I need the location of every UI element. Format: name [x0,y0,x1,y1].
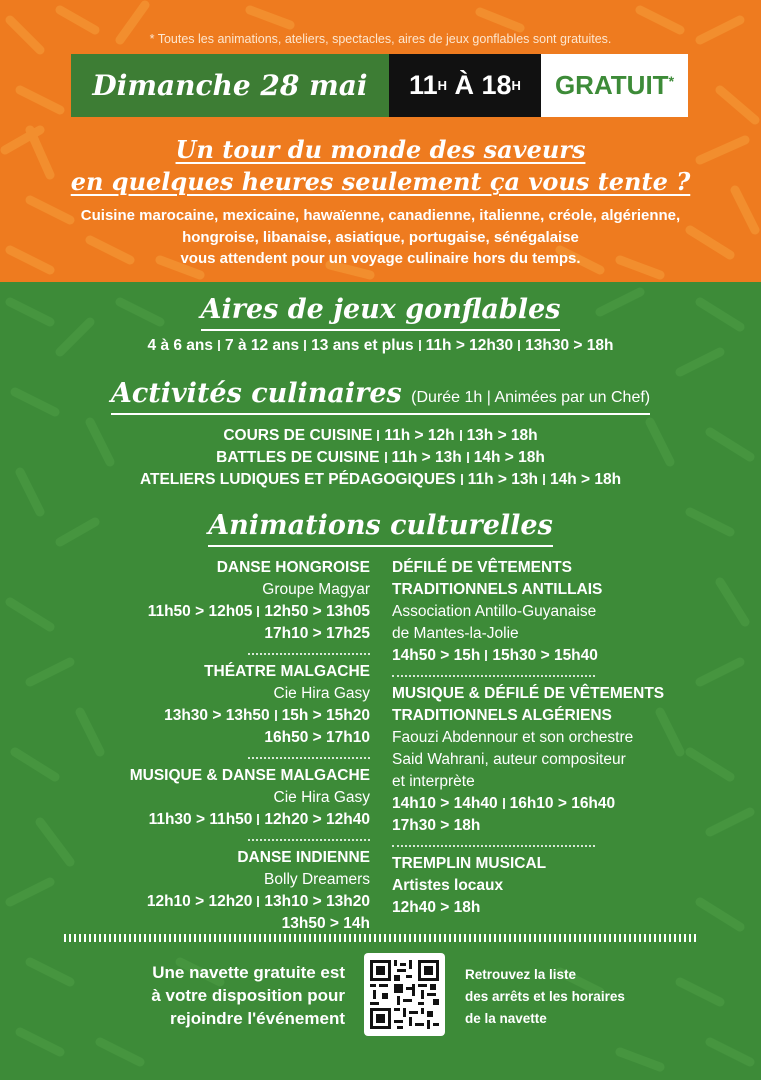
culturelles-right-column [392,557,712,919]
intro-line-2: hongroise, libanaise, asiatique, portugaise, sénégalaise [182,228,579,246]
shuttle-line: à votre disposition pour [151,986,345,1005]
time-slot: 12h10 > 12h20 [146,893,253,910]
date-banner [71,54,688,117]
shuttle-line: Une navette gratuite est [152,963,345,982]
event-subtitle: Artistes locaux [392,877,504,894]
culturelles-left-column [70,557,370,935]
event-hours [70,705,370,727]
time-slot: 11h30 > 11h50 [148,811,253,828]
headline-line-2: en quelques heures seulement ça vous tente ? [70,167,691,196]
section-title-jeux [0,294,761,331]
section-title-culinaires [0,378,761,415]
activity-name: ATELIERS LUDIQUES ET PÉDAGOGIQUES [139,471,456,488]
headline [0,134,761,198]
section-title-culturelles [0,510,761,547]
time-slot: 15h30 > 15h40 [492,647,598,664]
event-title: DANSE HONGROISE [216,559,370,576]
time-end: 18 [481,70,512,100]
time-separator: À [446,70,482,100]
jeux-item: 13h30 > 18h [525,337,614,354]
separator [543,474,545,485]
event-desc: Bolly Dreamers [264,871,370,888]
jeux-title: Aires de jeux gonflables [201,294,561,331]
time-slot: 13h30 > 13h50 [164,707,270,724]
jeux-item: 7 à 12 ans [225,337,300,354]
time-slot: 16h10 > 16h40 [509,795,616,812]
time-slot: 17h30 > 18h [392,817,481,834]
intro-line-3: vous attendent pour un voyage culinaire hors du temps. [180,250,581,267]
time-slot: 14h10 > 14h40 [392,795,498,812]
separator [275,710,277,721]
culinaires-row [0,425,761,447]
asterisk-icon: * [668,72,675,89]
time-unit: H [511,78,521,93]
event-title: MUSIQUE & DÉFILÉ DE VÊTEMENTS [392,685,665,702]
event-title: THÉATRE MALGACHE [204,663,370,680]
event-block [392,557,712,667]
culinaires-row [0,469,761,491]
event-title: TRADITIONNELS ANTILLAIS [392,581,603,598]
event-hours [389,54,541,117]
event-title: TRADITIONNELS ALGÉRIENS [392,707,612,724]
event-block [70,765,370,831]
event-desc: et interprète [392,773,475,790]
event-hours [70,891,370,913]
dotted-divider [248,839,370,841]
stops-line: des arrêts et les horaires [465,989,625,1004]
event-block [392,853,712,919]
separator [467,452,469,463]
separator [419,340,421,351]
event-desc: Cie Hira Gasy [273,789,370,806]
separator [377,430,379,441]
event-block [70,557,370,645]
activity-slot: 11h > 12h [384,427,455,444]
culinaires-heading [111,378,650,415]
separator [385,452,387,463]
tick-ruler-divider [64,934,699,942]
shuttle-line: rejoindre l'événement [169,1009,345,1028]
jeux-item: 11h > 12h30 [425,337,514,354]
culinaires-row [0,447,761,469]
qr-code[interactable] [364,953,445,1036]
separator [218,340,220,351]
event-title: DANSE INDIENNE [237,849,370,866]
event-hours [392,793,712,815]
separator [304,340,306,351]
shuttle-info [0,961,345,1030]
activity-slot: 11h > 13h [467,471,538,488]
dotted-divider [392,845,595,847]
activity-name: BATTLES DE CUISINE [216,449,380,466]
free-label: GRATUIT [554,70,669,100]
cuisine-intro [0,205,761,270]
culinaires-subtitle: (Durée 1h | Animées par un Chef) [411,389,651,406]
event-desc: Said Wahrani, auteur compositeur [392,751,626,768]
event-block [392,683,712,837]
free-notice: * Toutes les animations, ateliers, spectacles, aires de jeux gonflables sont gratuites. [149,32,612,46]
time-slot: 13h50 > 14h [281,915,370,932]
qr-code-icon [370,960,439,1029]
separator [257,814,259,825]
separator [257,606,259,617]
separator [485,650,487,661]
event-title: MUSIQUE & DANSE MALGACHE [129,767,370,784]
culturelles-title: Animations culturelles [208,510,553,547]
event-desc: de Mantes-la-Jolie [392,625,519,642]
activity-name: COURS DE CUISINE [223,427,373,444]
dotted-divider [248,757,370,759]
event-hours [392,645,712,667]
activity-slot: 14h > 18h [549,471,622,488]
time-slot: 12h50 > 13h05 [264,603,370,620]
separator [460,430,462,441]
time-slot: 17h10 > 17h25 [264,625,370,642]
time-slot: 12h40 > 18h [392,899,481,916]
jeux-item: 4 à 6 ans [147,337,214,354]
event-title: TREMPLIN MUSICAL [392,855,547,872]
activity-slot: 11h > 13h [391,449,462,466]
event-hours [70,601,370,623]
time-unit: H [437,78,447,93]
event-hours [70,809,370,831]
jeux-schedule [0,335,761,357]
time-start: 11 [409,70,438,100]
time-slot: 13h10 > 13h20 [264,893,370,910]
time-slot: 15h > 15h20 [281,707,370,724]
time-slot: 14h50 > 15h [392,647,481,664]
dotted-divider [392,675,595,677]
event-desc: Groupe Magyar [262,581,370,598]
event-desc: Cie Hira Gasy [273,685,370,702]
separator [257,896,259,907]
event-block [70,661,370,749]
time-slot: 12h20 > 12h40 [264,811,370,828]
activity-slot: 13h > 18h [466,427,538,444]
dotted-divider [248,653,370,655]
headline-line-1: Un tour du monde des saveurs [175,135,586,164]
shuttle-stops-info [465,964,625,1030]
separator [518,340,520,351]
event-desc: Faouzi Abdennour et son orchestre [392,729,634,746]
time-slot: 11h50 > 12h05 [147,603,253,620]
jeux-item: 13 ans et plus [311,337,414,354]
event-title: DÉFILÉ DE VÊTEMENTS [392,559,572,576]
event-date: Dimanche 28 mai [71,54,389,117]
time-slot: 16h50 > 17h10 [264,729,370,746]
free-badge [541,54,688,117]
separator [503,798,505,809]
activity-slot: 14h > 18h [473,449,545,466]
event-desc: Association Antillo-Guyanaise [392,603,597,620]
stops-line: de la navette [465,1011,547,1026]
stops-line: Retrouvez la liste [465,967,577,982]
culinaires-title: Activités culinaires [110,378,402,409]
intro-line-1: Cuisine marocaine, mexicaine, hawaïenne, canadienne, italienne, créole, algérienne, [80,207,681,224]
separator [461,474,463,485]
event-block [70,847,370,935]
